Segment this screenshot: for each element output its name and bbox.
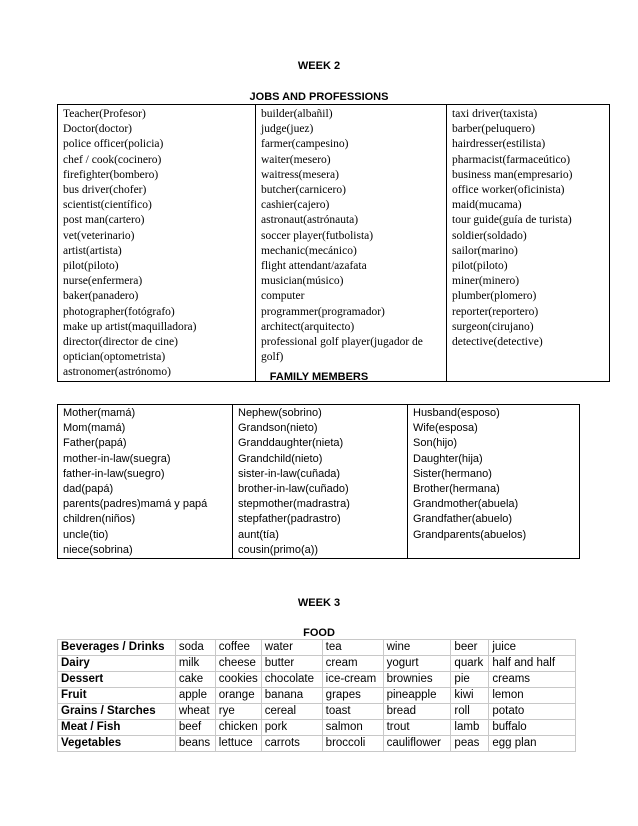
list-item: sister-in-law(cuñada): [238, 467, 341, 480]
food-item: ice-cream: [322, 672, 383, 688]
list-item: Grandson(nieto): [238, 422, 318, 435]
list-item: butcher(carnicero): [261, 184, 346, 197]
food-category: Dessert: [58, 672, 176, 688]
list-item: scientist(científico): [63, 199, 152, 212]
food-item: cookies: [215, 672, 261, 688]
list-item: artist(artista): [63, 244, 122, 257]
food-table: [57, 639, 576, 752]
food-item: beer: [451, 640, 489, 656]
list-item: flight attendant/azafata: [261, 260, 367, 273]
list-item: Grandparents(abuelos): [413, 528, 527, 541]
table-row: [58, 720, 576, 736]
list-item: police officer(policia): [63, 138, 164, 151]
list-item: astronomer(astrónomo): [63, 366, 171, 379]
table-row: [58, 405, 580, 559]
food-item: banana: [261, 688, 322, 704]
food-item: broccoli: [322, 736, 383, 752]
food-item: wine: [383, 640, 451, 656]
jobs-column-2: [256, 105, 447, 382]
food-category: Dairy: [58, 656, 176, 672]
list-item: office worker(oficinista): [452, 184, 565, 197]
list-item: Grandchild(nieto): [238, 452, 323, 465]
list-item: chef / cook(cocinero): [63, 153, 162, 166]
jobs-column-3: [447, 105, 610, 382]
list-item: optician(optometrista): [63, 351, 166, 364]
list-item: astronaut(astrónauta): [261, 214, 359, 227]
list-item: programmer(programador): [261, 305, 385, 318]
table-row: [58, 688, 576, 704]
food-item: lamb: [451, 720, 489, 736]
food-item: potato: [489, 704, 576, 720]
food-item: juice: [489, 640, 576, 656]
food-category: Vegetables: [58, 736, 176, 752]
food-item: coffee: [215, 640, 261, 656]
food-item: beans: [175, 736, 215, 752]
family-column-1: [58, 405, 233, 559]
list-item: soccer player(futbolista): [261, 229, 374, 242]
list-item: builder(albañil): [261, 108, 333, 120]
list-item: cousin(primo(a)): [238, 543, 319, 556]
food-title: FOOD: [303, 627, 335, 639]
list-item: dad(papá): [63, 483, 114, 496]
food-item: salmon: [322, 720, 383, 736]
list-item: Wife(esposa): [413, 422, 478, 435]
week3-title: WEEK 3: [297, 597, 341, 609]
list-item: professional golf player(jugador de: [261, 336, 423, 349]
food-item: lemon: [489, 688, 576, 704]
list-item: Husband(esposo): [413, 407, 500, 419]
list-item: farmer(campesino): [261, 138, 349, 151]
list-item: firefighter(bombero): [63, 168, 159, 181]
food-item: trout: [383, 720, 451, 736]
list-item: hairdresser(estilista): [452, 138, 546, 151]
list-item: Brother(hermana): [413, 483, 500, 496]
food-item: half and half: [489, 656, 576, 672]
list-item: photographer(fotógrafo): [63, 305, 175, 318]
food-item: toast: [322, 704, 383, 720]
list-item: musician(músico): [261, 275, 344, 288]
list-item: mechanic(mecánico): [261, 244, 357, 257]
list-item: director(director de cine): [63, 336, 178, 349]
table-row: [58, 672, 576, 688]
list-item: Grandmother(abuela): [413, 498, 519, 511]
list-item: detective(detective): [452, 336, 543, 349]
list-item: plumber(plomero): [452, 290, 537, 303]
list-item: Nephew(sobrino): [238, 407, 322, 419]
food-item: cake: [175, 672, 215, 688]
food-item: grapes: [322, 688, 383, 704]
list-item: children(niños): [63, 513, 136, 526]
jobs-title: JOBS AND PROFESSIONS: [249, 91, 389, 103]
list-item: vet(veterinario): [63, 229, 135, 242]
food-item: water: [261, 640, 322, 656]
list-item: post man(cartero): [63, 214, 145, 227]
table-row: [58, 736, 576, 752]
list-item: Son(hijo): [413, 437, 458, 450]
list-item: stepfather(padrastro): [238, 513, 341, 526]
list-item: computer: [261, 290, 305, 303]
list-item: Sister(hermano): [413, 467, 492, 480]
table-row: [58, 105, 610, 382]
food-item: chocolate: [261, 672, 322, 688]
list-item: baker(panadero): [63, 290, 139, 303]
list-item: niece(sobrina): [63, 543, 133, 556]
list-item: maid(mucama): [452, 199, 522, 212]
food-item: quark: [451, 656, 489, 672]
list-item: stepmother(madrastra): [238, 498, 350, 511]
food-item: egg plan: [489, 736, 576, 752]
food-item: pineapple: [383, 688, 451, 704]
food-item: wheat: [175, 704, 215, 720]
list-item: aunt(tía): [238, 528, 279, 541]
list-item: parents(padres)mamá y papá: [63, 498, 208, 511]
list-item: soldier(soldado): [452, 229, 527, 242]
family-table: [57, 404, 580, 559]
list-item: tour guide(guía de turista): [452, 214, 572, 227]
food-item: creams: [489, 672, 576, 688]
list-item: business man(empresario): [452, 168, 573, 181]
food-item: cream: [322, 656, 383, 672]
food-category: Meat / Fish: [58, 720, 176, 736]
list-item: Grandfather(abuelo): [413, 513, 513, 526]
food-item: pork: [261, 720, 322, 736]
family-column-3: [408, 405, 580, 559]
food-item: pie: [451, 672, 489, 688]
list-item: mother-in-law(suegra): [63, 452, 171, 465]
food-item: rye: [215, 704, 261, 720]
food-category: Beverages / Drinks: [58, 640, 176, 656]
food-item: cauliflower: [383, 736, 451, 752]
list-item: Daughter(hija): [413, 452, 483, 465]
list-item: taxi driver(taxista): [452, 108, 538, 120]
food-item: beef: [175, 720, 215, 736]
list-item: make up artist(maquilladora): [63, 320, 197, 333]
list-item: Mother(mamá): [63, 407, 136, 419]
table-row: [58, 656, 576, 672]
food-category: Fruit: [58, 688, 176, 704]
food-item: chicken: [215, 720, 261, 736]
list-item: sailor(marino): [452, 244, 518, 257]
list-item: judge(juez): [261, 123, 314, 136]
food-item: bread: [383, 704, 451, 720]
list-item: Father(papá): [63, 437, 127, 450]
food-item: roll: [451, 704, 489, 720]
list-item: Teacher(Profesor): [63, 108, 146, 120]
list-item: waitress(mesera): [261, 168, 339, 181]
list-item: father-in-law(suegro): [63, 467, 165, 480]
food-item: apple: [175, 688, 215, 704]
food-item: buffalo: [489, 720, 576, 736]
food-item: orange: [215, 688, 261, 704]
food-item: yogurt: [383, 656, 451, 672]
jobs-table: [57, 104, 610, 382]
list-item: pharmacist(farmaceútico): [452, 153, 571, 166]
food-item: kiwi: [451, 688, 489, 704]
food-item: peas: [451, 736, 489, 752]
food-item: cereal: [261, 704, 322, 720]
food-item: brownies: [383, 672, 451, 688]
list-item: Granddaughter(nieta): [238, 437, 344, 450]
list-item: Doctor(doctor): [63, 123, 132, 136]
jobs-column-1: [58, 105, 256, 382]
list-item: bus driver(chofer): [63, 184, 147, 197]
food-item: soda: [175, 640, 215, 656]
list-item: barber(peluquero): [452, 123, 536, 136]
list-item: brother-in-law(cuñado): [238, 483, 349, 496]
food-item: cheese: [215, 656, 261, 672]
list-item: uncle(tio): [63, 528, 109, 541]
list-item: architect(arquitecto): [261, 320, 355, 333]
food-item: tea: [322, 640, 383, 656]
food-item: lettuce: [215, 736, 261, 752]
list-item: pilot(piloto): [452, 260, 508, 273]
food-category: Grains / Starches: [58, 704, 176, 720]
family-title: FAMILY MEMBERS: [269, 371, 369, 383]
family-column-2: [233, 405, 408, 559]
week2-title: WEEK 2: [297, 60, 341, 72]
list-item: nurse(enfermera): [63, 275, 143, 288]
list-item: miner(minero): [452, 275, 520, 288]
table-row: [58, 704, 576, 720]
food-item: carrots: [261, 736, 322, 752]
food-item: milk: [175, 656, 215, 672]
list-item: reporter(reportero): [452, 305, 539, 318]
list-item: golf): [261, 351, 284, 364]
list-item: surgeon(cirujano): [452, 320, 534, 333]
list-item: Mom(mamá): [63, 422, 126, 435]
list-item: pilot(piloto): [63, 260, 119, 273]
list-item: cashier(cajero): [261, 199, 330, 212]
food-item: butter: [261, 656, 322, 672]
list-item: waiter(mesero): [261, 153, 331, 166]
table-row: [58, 640, 576, 656]
